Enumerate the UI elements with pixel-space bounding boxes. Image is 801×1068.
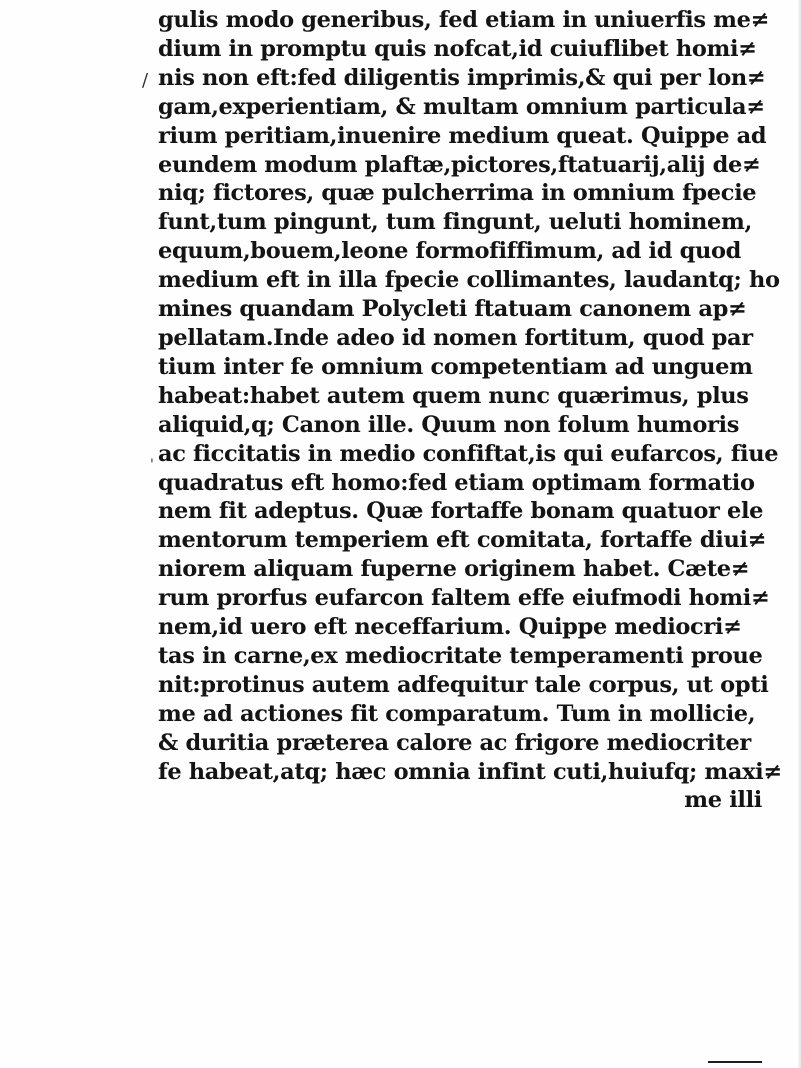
text-line: quadratus eft homo:fed etiam optimam formatio <box>158 469 755 496</box>
text-line: dium in promptu quis nofcat,id cuiuflibet homi≠ <box>158 35 757 62</box>
text-line: gam,experientiam, & multam omnium particula≠ <box>158 93 765 120</box>
text-line: eundem modum plaftæ,pictores,ftatuarij,alij de≠ <box>158 151 761 178</box>
text-line: nis non eft:fed diligentis imprimis,& qui per lon≠ <box>158 64 766 91</box>
catchword-rule <box>708 1061 762 1063</box>
text-line: tas in carne,ex mediocritate temperamenti proue <box>158 642 763 669</box>
text-line: equum,bouem,leone formofiffimum, ad id quod <box>158 238 742 265</box>
text-line: medium eft in illa fpecie collimantes, laudantq; ho <box>158 267 780 294</box>
text-line: niq; fictores, quæ pulcherrima in omnium fpecie <box>158 180 757 207</box>
text-line: fe habeat,atq; hæc omnia infint cuti,huiufq; maxi≠ <box>158 758 782 785</box>
body-text <box>158 6 782 815</box>
text-line: tium inter fe omnium competentiam ad unguem <box>158 353 753 380</box>
text-line: nit:protinus autem adfequitur tale corpus, ut opti <box>158 671 769 698</box>
text-line: pellatam.Inde adeo id nomen fortitum, quod par <box>158 324 753 351</box>
text-line: ac ficcitatis in medio confiftat,is qui eufarcos, fiue <box>158 440 779 467</box>
catchword: me illi <box>684 787 762 814</box>
margin-mark: ' <box>150 457 154 473</box>
text-line: rum prorfus eufarcon faltem effe eiufmodi homi≠ <box>158 585 770 612</box>
text-line: habeat:habet autem quem nunc quærimus, plus <box>158 382 749 409</box>
text-line: nem fit adeptus. Quæ fortaffe bonam quatuor ele <box>158 498 764 525</box>
text-line: mines quandam Polycleti ftatuam canonem ap≠ <box>158 296 747 323</box>
text-line: rium peritiam,inuenire medium queat. Quippe ad <box>158 122 767 149</box>
text-line: niorem aliquam fuperne originem habet. Cæte≠ <box>158 556 750 583</box>
text-line: nem,id uero eft neceffarium. Quippe mediocri≠ <box>158 614 742 641</box>
text-line: gulis modo generibus, fed etiam in uniuerfis me≠ <box>158 7 770 33</box>
text-line: me ad actiones fit comparatum. Tum in mollicie, <box>158 700 756 727</box>
text-line: mentorum temperiem eft comitata, fortaffe diui≠ <box>158 527 767 554</box>
text-line: aliquid,q; Canon ille. Quum non folum humoris <box>158 411 740 438</box>
margin-mark: / <box>142 70 149 91</box>
text-line: funt,tum pingunt, tum fingunt, ueluti hominem, <box>158 209 752 236</box>
text-line: & duritia præterea calore ac frigore mediocriter <box>158 729 751 756</box>
